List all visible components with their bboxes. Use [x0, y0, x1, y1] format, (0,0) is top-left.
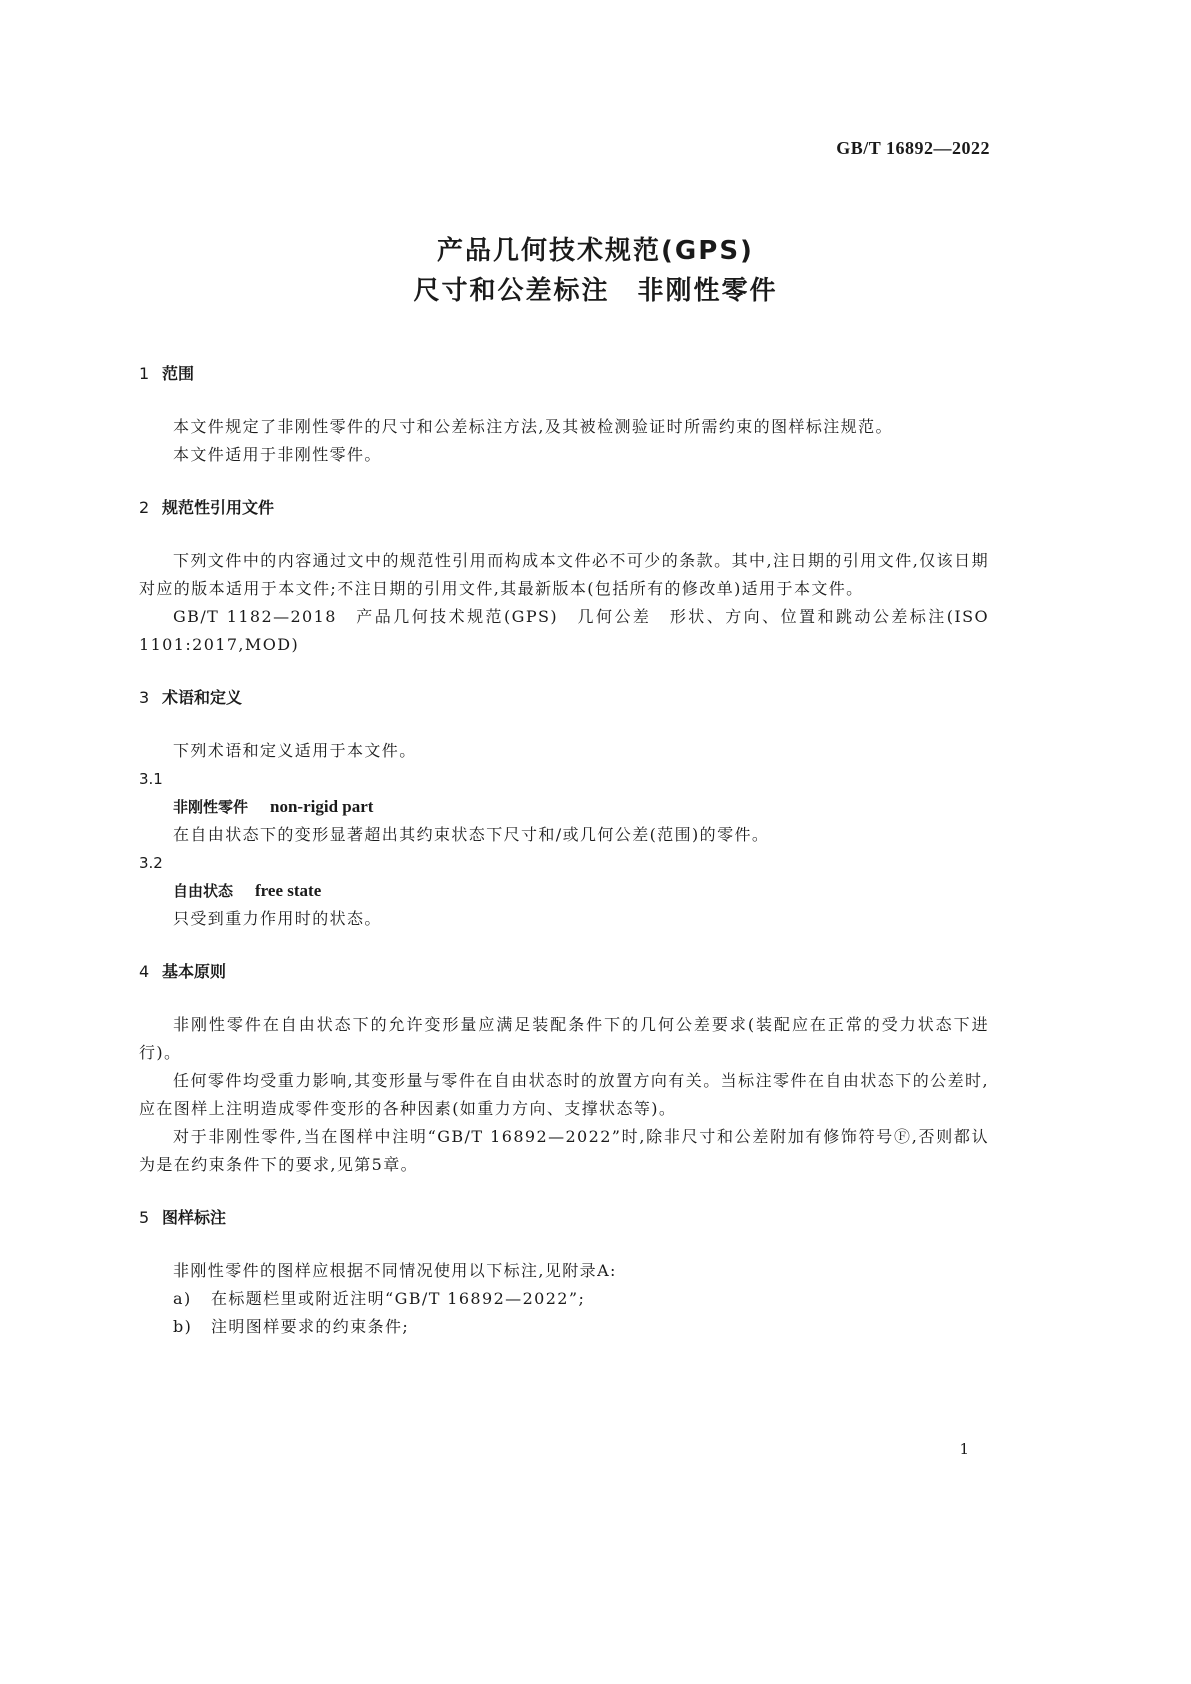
- section-number: 5: [139, 1208, 150, 1227]
- list-marker: b): [173, 1317, 193, 1336]
- section-title: 术语和定义: [162, 688, 243, 707]
- term-number: 3.1: [139, 770, 163, 788]
- list-text: 在标题栏里或附近注明“GB/T 16892—2022”;: [211, 1289, 586, 1308]
- term-chinese: 自由状态: [173, 882, 234, 900]
- section-title: 规范性引用文件: [162, 498, 275, 517]
- section-5-heading: [139, 1204, 989, 1232]
- section-1-heading: [139, 360, 989, 388]
- list-item: [139, 1313, 989, 1341]
- paragraph: 对于非刚性零件,当在图样中注明“GB/T 16892—2022”时,除非尺寸和公差附加有修饰符号Ⓕ,否则都认为是在约束条件下的要求,见第5章。: [139, 1127, 989, 1174]
- term-number: 3.2: [139, 854, 163, 872]
- term-entry: [139, 877, 989, 905]
- section-number: 2: [139, 498, 150, 517]
- standard-code: GB/T 16892—2022: [836, 138, 990, 158]
- list-text: 注明图样要求的约束条件;: [211, 1317, 410, 1336]
- document-title-line2: 尺寸和公差标注 非刚性零件: [413, 276, 778, 306]
- term-english: free state: [255, 881, 322, 900]
- document-body: [139, 360, 989, 1341]
- section-2-heading: [139, 494, 989, 522]
- section-number: 1: [139, 364, 150, 383]
- section-number: 3: [139, 688, 150, 707]
- section-title: 范围: [162, 364, 195, 383]
- paragraph: 下列文件中的内容通过文中的规范性引用而构成本文件必不可少的条款。其中,注日期的引用文件,仅该日期对应的版本适用于本文件;不注日期的引用文件,其最新版本(包括所有的修改单)适用于本文件。: [139, 551, 989, 598]
- term-definition: 在自由状态下的变形显著超出其约束状态下尺寸和/或几何公差(范围)的零件。: [173, 825, 770, 844]
- page-number: 1: [959, 1440, 969, 1458]
- normative-reference: GB/T 1182—2018 产品几何技术规范(GPS) 几何公差 形状、方向、位置和跳动公差标注(ISO 1101:2017,MOD): [139, 607, 989, 654]
- term-english: non-rigid part: [270, 797, 374, 816]
- section-3-heading: [139, 684, 989, 712]
- paragraph: 本文件规定了非刚性零件的尺寸和公差标注方法,及其被检测验证时所需约束的图样标注规范。: [173, 417, 893, 436]
- section-4-heading: [139, 958, 989, 986]
- document-title-line1: 产品几何技术规范(GPS): [437, 236, 754, 266]
- paragraph: 非刚性零件的图样应根据不同情况使用以下标注,见附录A:: [173, 1261, 617, 1280]
- paragraph: 非刚性零件在自由状态下的允许变形量应满足装配条件下的几何公差要求(装配应在正常的受力状态下进行)。: [139, 1015, 989, 1062]
- term-chinese: 非刚性零件: [173, 798, 249, 816]
- section-title: 图样标注: [162, 1208, 227, 1227]
- paragraph: 本文件适用于非刚性零件。: [173, 445, 382, 464]
- term-entry: [139, 793, 989, 821]
- section-number: 4: [139, 962, 150, 981]
- paragraph: 任何零件均受重力影响,其变形量与零件在自由状态时的放置方向有关。当标注零件在自由状态下的公差时,应在图样上注明造成零件变形的各种因素(如重力方向、支撑状态等)。: [139, 1071, 989, 1118]
- list-item: [139, 1285, 989, 1313]
- term-definition: 只受到重力作用时的状态。: [173, 909, 382, 928]
- list-marker: a): [173, 1289, 192, 1308]
- paragraph: 下列术语和定义适用于本文件。: [173, 741, 417, 760]
- section-title: 基本原则: [162, 962, 227, 981]
